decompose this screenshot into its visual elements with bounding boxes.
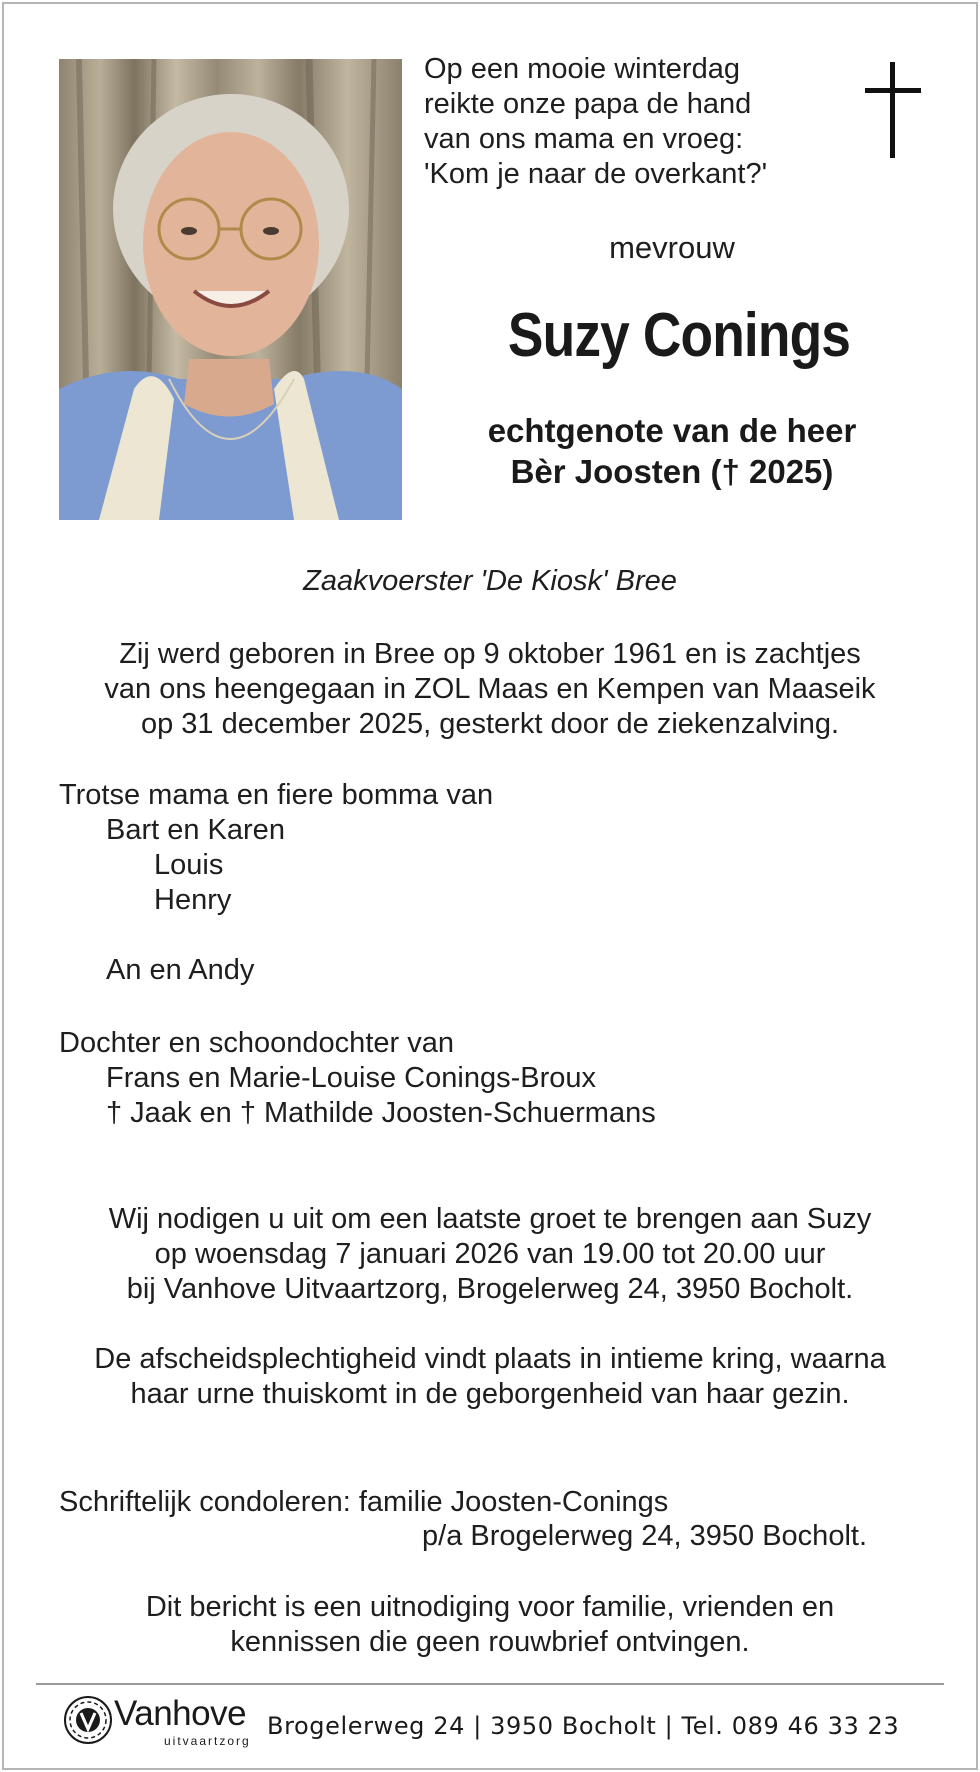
condolences-line2: p/a Brogelerweg 24, 3950 Bocholt. [422, 1520, 867, 1552]
vanhove-logo [62, 1690, 252, 1748]
logo-subtitle: uitvaartzorg [164, 1734, 251, 1748]
occupation: Zaakvoerster 'De Kiosk' Bree [303, 565, 677, 597]
paragraph-line: Wij nodigen u uit om een laatste groet te brengen aan Suzy [108, 1203, 872, 1235]
spouse-line: Bèr Joosten († 2025) [510, 453, 834, 490]
parents-heading: Dochter en schoondochter van [59, 1027, 454, 1059]
poem-line: van ons mama en vroeg: [424, 123, 744, 155]
family-grandchild: Henry [154, 884, 232, 916]
poem-line: reikte onze papa de hand [424, 88, 752, 120]
paragraph-line: kennissen die geen rouwbrief ontvingen. [230, 1626, 750, 1658]
portrait-photo [59, 59, 402, 520]
spouse-line: echtgenote van de heer [487, 412, 857, 449]
footer-divider [36, 1683, 944, 1685]
footer-contact: Brogelerweg 24 | 3950 Bocholt | Tel. 089 46 33 23 [267, 1712, 900, 1740]
family-child: An en Andy [106, 954, 255, 986]
family-heading: Trotse mama en fiere bomma van [59, 779, 494, 811]
paragraph-line: van ons heengegaan in ZOL Maas en Kempen van Maaseik [104, 673, 876, 705]
ceremony-paragraph [0, 1342, 980, 1412]
birth-death-paragraph [0, 637, 980, 742]
poem-line: 'Kom je naar de overkant?' [424, 158, 768, 190]
title-prefix: mevrouw [609, 230, 735, 265]
latin-cross-icon [865, 62, 921, 158]
poem [424, 52, 854, 192]
parents-line: † Jaak en † Mathilde Joosten-Schuermans [106, 1097, 656, 1129]
paragraph-line: De afscheidsplechtigheid vindt plaats in intieme kring, waarna [94, 1343, 886, 1375]
condolences-line1: Schriftelijk condoleren: familie Joosten-Conings [59, 1486, 669, 1518]
paragraph-line: op woensdag 7 januari 2026 van 19.00 tot 20.00 uur [154, 1238, 826, 1270]
family-child: Bart en Karen [106, 814, 285, 846]
family-section [59, 778, 939, 988]
family-grandchild: Louis [154, 849, 224, 881]
logo-name: Vanhove [114, 1694, 247, 1733]
paragraph-line: Dit bericht is een uitnodiging voor familie, vrienden en [145, 1591, 835, 1623]
vanhove-v-logo-icon [62, 1694, 114, 1746]
deceased-name: Suzy Conings [507, 301, 851, 370]
parents-line: Frans en Marie-Louise Conings-Broux [106, 1062, 596, 1094]
notice-paragraph [0, 1590, 980, 1660]
poem-line: Op een mooie winterdag [424, 53, 740, 85]
paragraph-line: Zij werd geboren in Bree op 9 oktober 1961 en is zachtjes [119, 638, 861, 670]
parents-section [59, 1026, 939, 1131]
paragraph-line: op 31 december 2025, gesterkt door de ziekenzalving. [140, 708, 840, 740]
spouse-info [424, 410, 920, 492]
visitation-paragraph [0, 1202, 980, 1307]
paragraph-line: bij Vanhove Uitvaartzorg, Brogelerweg 24, 3950 Bocholt. [126, 1273, 854, 1305]
paragraph-line: haar urne thuiskomt in de geborgenheid van haar gezin. [130, 1378, 850, 1410]
